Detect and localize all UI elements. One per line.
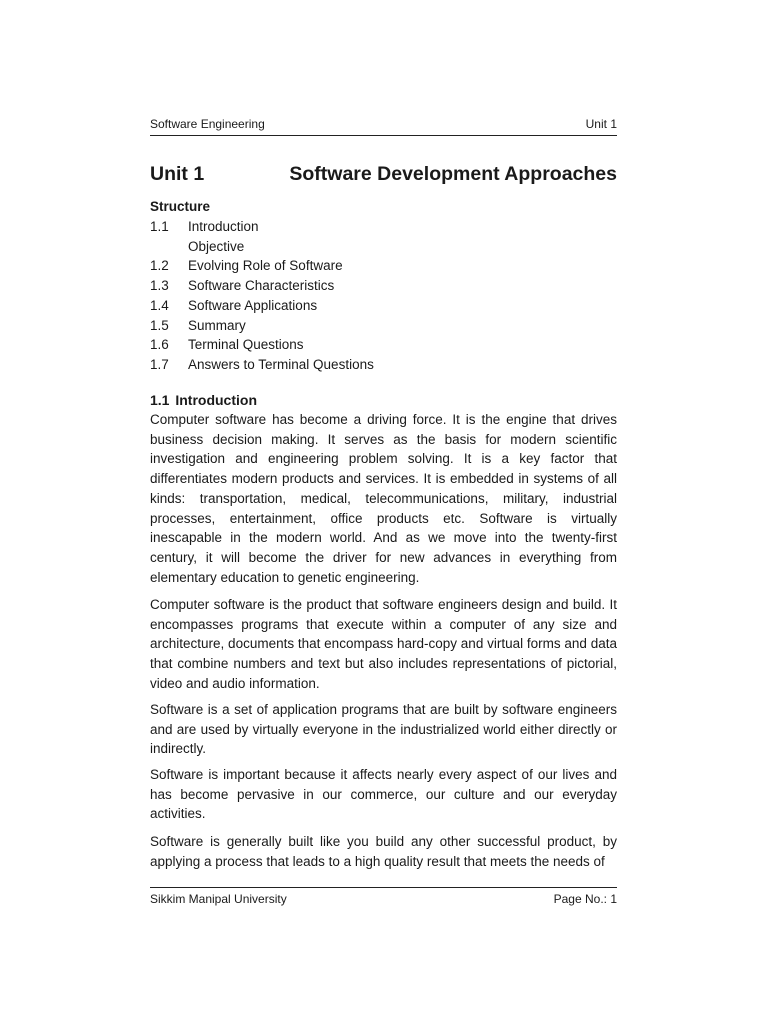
structure-title: Structure [150,199,211,214]
structure-item-number: 1.4 [150,297,169,313]
unit-number: Unit 1 [150,163,205,185]
structure-item [150,316,374,336]
body-paragraph: Software is a set of application programs that are built by software engineers and are used by virtually everyone in the industrialized world either directly or indirectly. [150,702,617,757]
unit-title: Software Development Approaches [289,163,617,185]
structure-list [150,217,374,375]
footer-rule [150,887,617,888]
running-header [150,116,617,132]
structure-item-number: 1.6 [150,337,169,353]
structure-item-number: 1.5 [150,317,169,333]
structure-item-label: Objective [188,238,245,254]
section-heading: 1.1 Introduction [150,392,257,408]
structure-item [150,335,374,355]
footer-university: Sikkim Manipal University [150,892,287,906]
structure-item-label: Summary [188,317,246,333]
structure-item-label: Software Characteristics [188,278,335,294]
structure-item-number: 1.1 [150,219,169,234]
structure-item [150,256,374,276]
document-page [150,0,617,1024]
header-unit-label: Unit 1 [585,117,617,131]
structure-item-label: Answers to Terminal Questions [188,356,374,372]
structure-item-number: 1.3 [150,278,169,294]
structure-item-number [150,237,188,257]
structure-item-number: 1.2 [150,258,169,274]
body-paragraph: Software is important because it affects nearly every aspect of our lives and has become pervasive in our commerce, our culture and our everyday activities. [150,767,617,822]
structure-item [150,276,374,296]
body-paragraph: Computer software has become a driving force. It is the engine that drives business decision making. It serves as the basis for modern scientific investigation and engineering problem solving. It is a key factor that differentiates modern products and services. It is embedded in systems of all kinds: transportation, medical, telecommunications, military, industrial processes, entertainment, office products etc. Software is virtually inescapable in the modern world. And as we move into the twenty-first century, it will become the driver for new advances in everything from elementary education to genetic engineering. [150,412,617,585]
structure-item-label: Introduction [188,219,259,234]
structure-item [150,296,374,316]
structure-item-label: Terminal Questions [188,337,304,353]
running-footer [150,891,617,907]
structure-item [150,217,374,237]
header-course-title: Software Engineering [150,117,265,131]
unit-heading [150,162,617,186]
structure-item [150,237,374,257]
footer-page-number: Page No.: 1 [553,892,617,906]
body-paragraph: Computer software is the product that software engineers design and build. It encompasses programs that execute within a computer of any size and architecture, documents that encompass hard-copy and virtual forms and data that combine numbers and text but also includes representations of pictorial, video and audio information. [150,597,617,691]
body-paragraph: Software is generally built like you build any other successful product, by applying a process that leads to a high quality result that meets the needs of [150,834,617,869]
header-rule [150,135,617,136]
structure-item-label: Evolving Role of Software [188,258,343,274]
structure-item-number: 1.7 [150,356,169,372]
structure-item-label: Software Applications [188,297,318,313]
structure-item [150,355,374,375]
